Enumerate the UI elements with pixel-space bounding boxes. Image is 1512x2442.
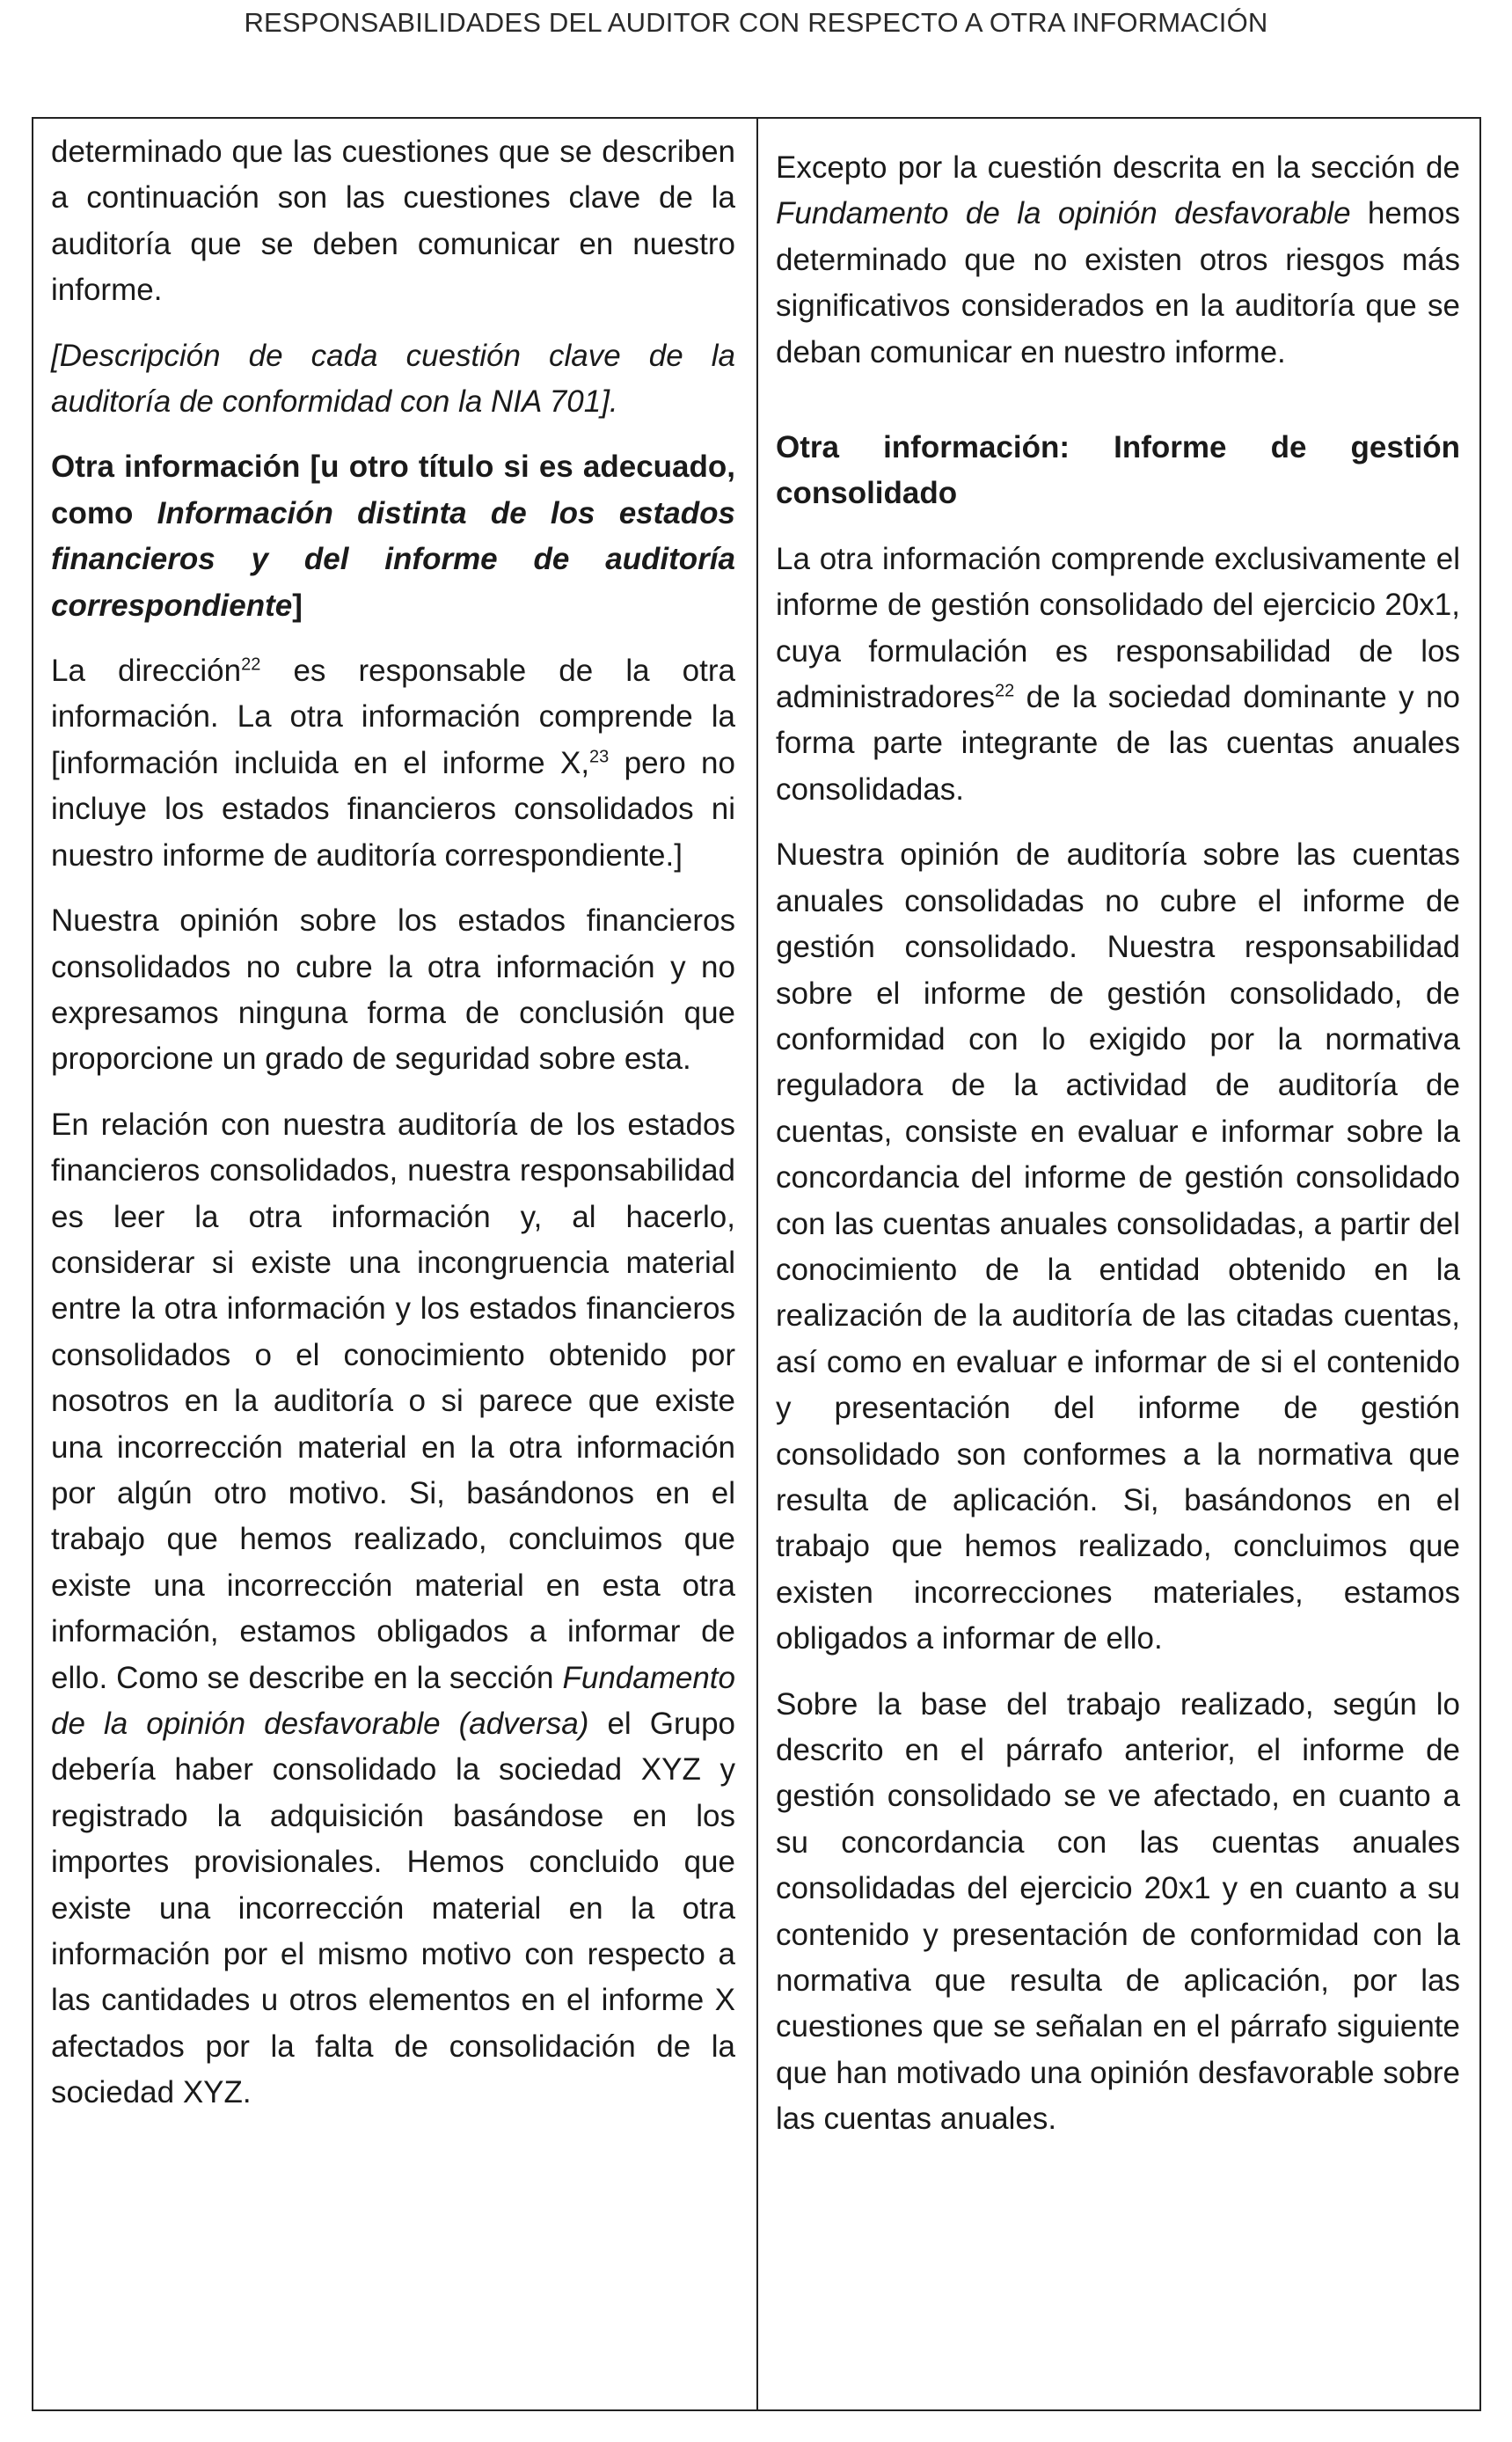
- right-paragraph-2: [776, 537, 1460, 813]
- left-heading-otra-informacion: [51, 444, 735, 629]
- right-column: [758, 119, 1479, 2409]
- right-paragraph-1: [776, 145, 1460, 376]
- left-paragraph-2-italic: [Descripción de cada cuestión clave de la auditoría de conformidad con la NIA 701].: [51, 338, 735, 420]
- right-p2-part-a: La otra información comprende exclusivamente el informe de gestión consolidado del ejercicio 20x1, cuya formulación es responsabilidad de los administradores: [776, 541, 1460, 715]
- page-header-title: RESPONSABILIDADES DEL AUDITOR CON RESPECTO A OTRA INFORMACIÓN: [244, 7, 1268, 38]
- footnote-ref-23: 23: [589, 747, 610, 767]
- right-p2-part-b: de la sociedad dominante y no forma parte integrante de las cuentas anuales consolidadas.: [776, 680, 1460, 807]
- left-paragraph-3: [51, 648, 735, 879]
- footnote-ref-22-right: 22: [995, 681, 1015, 701]
- left-p5-part-c: el Grupo debería haber consolidado la sociedad XYZ y registrado la adquisición basándose en los importes provisionales. Hemos concluido que existe una incorrección material en la otra información por el mismo motivo con respecto a las cantidades u otros elementos en el informe X afectados por la falta de consolidación de la sociedad XYZ.: [51, 1707, 736, 2110]
- left-heading-italic: Información distinta de los estados financieros y del informe de auditoría correspondiente: [51, 495, 735, 623]
- right-paragraph-3: Nuestra opinión de auditoría sobre las cuentas anuales consolidadas no cubre el informe de gestión consolidado. Nuestra responsabilidad sobre el informe de gestión consolidado, de conformidad con lo exigido por la normativa reguladora de la actividad de auditoría de cuentas, consiste en evaluar e informar sobre la concordancia del informe de gestión consolidado con las cuentas anuales consolidadas, a partir del conocimiento de la entidad obtenido en la realización de la auditoría de las citadas cuentas, así como en evaluar e informar de si el contenido y presentación del informe de gestión consolidado son conformes a la normativa que resulta de aplicación. Si, basándonos en el trabajo que hemos realizado, concluimos que existen incorrecciones materiales, estamos obligados a informar de ello.: [776, 837, 1460, 1656]
- left-heading-part-a: Otra información [u otro título si es adecuado, como: [51, 450, 735, 530]
- left-p3-part-a: La dirección: [51, 654, 242, 689]
- right-heading-informe-gestion: Otra información: Informe de gestión consolidado: [776, 430, 1460, 511]
- left-paragraph-2: [51, 333, 735, 426]
- left-paragraph-4: Nuestra opinión sobre los estados financieros consolidados no cubre la otra información y no expresamos ninguna forma de conclusión que proporcione un grado de seguridad sobre esta.: [51, 903, 735, 1077]
- left-column: [33, 119, 758, 2409]
- right-p1-part-a: Excepto por la cuestión descrita en la sección de: [776, 150, 1460, 185]
- left-heading-part-c: ]: [292, 588, 303, 623]
- footnote-ref-22: 22: [241, 654, 261, 675]
- comparison-table: [32, 117, 1481, 2411]
- left-p5-part-a: En relación con nuestra auditoría de los estados financieros consolidados, nuestra responsabilidad es leer la otra información y, al hacerlo, considerar si existe una incongruencia material entre la otra información y los estados financieros consolidados o el conocimiento obtenido por nosotros en la auditoría o si parece que existe una incorrección material en la otra información por algún otro motivo. Si, basándonos en el trabajo que hemos realizado, concluimos que existe una incorrección material en esta otra información, estamos obligados a informar de ello. Como se describe en la sección: [51, 1107, 735, 1695]
- left-p3-part-b: es responsable de la otra información. La otra información comprende la [información incluida en el informe X,: [51, 654, 735, 780]
- right-p1-italic: Fundamento de la opinión desfavorable: [776, 196, 1351, 231]
- left-paragraph-1: determinado que las cuestiones que se describen a continuación son las cuestiones clave de la auditoría que se deben comunicar en nuestro informe.: [51, 135, 735, 308]
- right-paragraph-4: Sobre la base del trabajo realizado, según lo descrito en el párrafo anterior, el informe de gestión consolidado se ve afectado, en cuanto a su concordancia con las cuentas anuales consolidadas del ejercicio 20x1 y en cuanto a su contenido y presentación de conformidad con la normativa que resulta de aplicación, por las cuestiones que se señalan en el párrafo siguiente que han motivado una opinión desfavorable sobre las cuentas anuales.: [776, 1686, 1460, 2137]
- right-p1-part-c: hemos determinado que no existen otros riesgos más significativos considerados en la auditoría que se deban comunicar en nuestro informe.: [776, 196, 1460, 369]
- left-p3-part-c: pero no incluye los estados financieros consolidados ni nuestro informe de auditoría correspondiente.]: [51, 745, 735, 873]
- left-p5-italic: Fundamento de la opinión desfavorable (adversa): [51, 1660, 735, 1741]
- left-paragraph-5: [51, 1102, 735, 2117]
